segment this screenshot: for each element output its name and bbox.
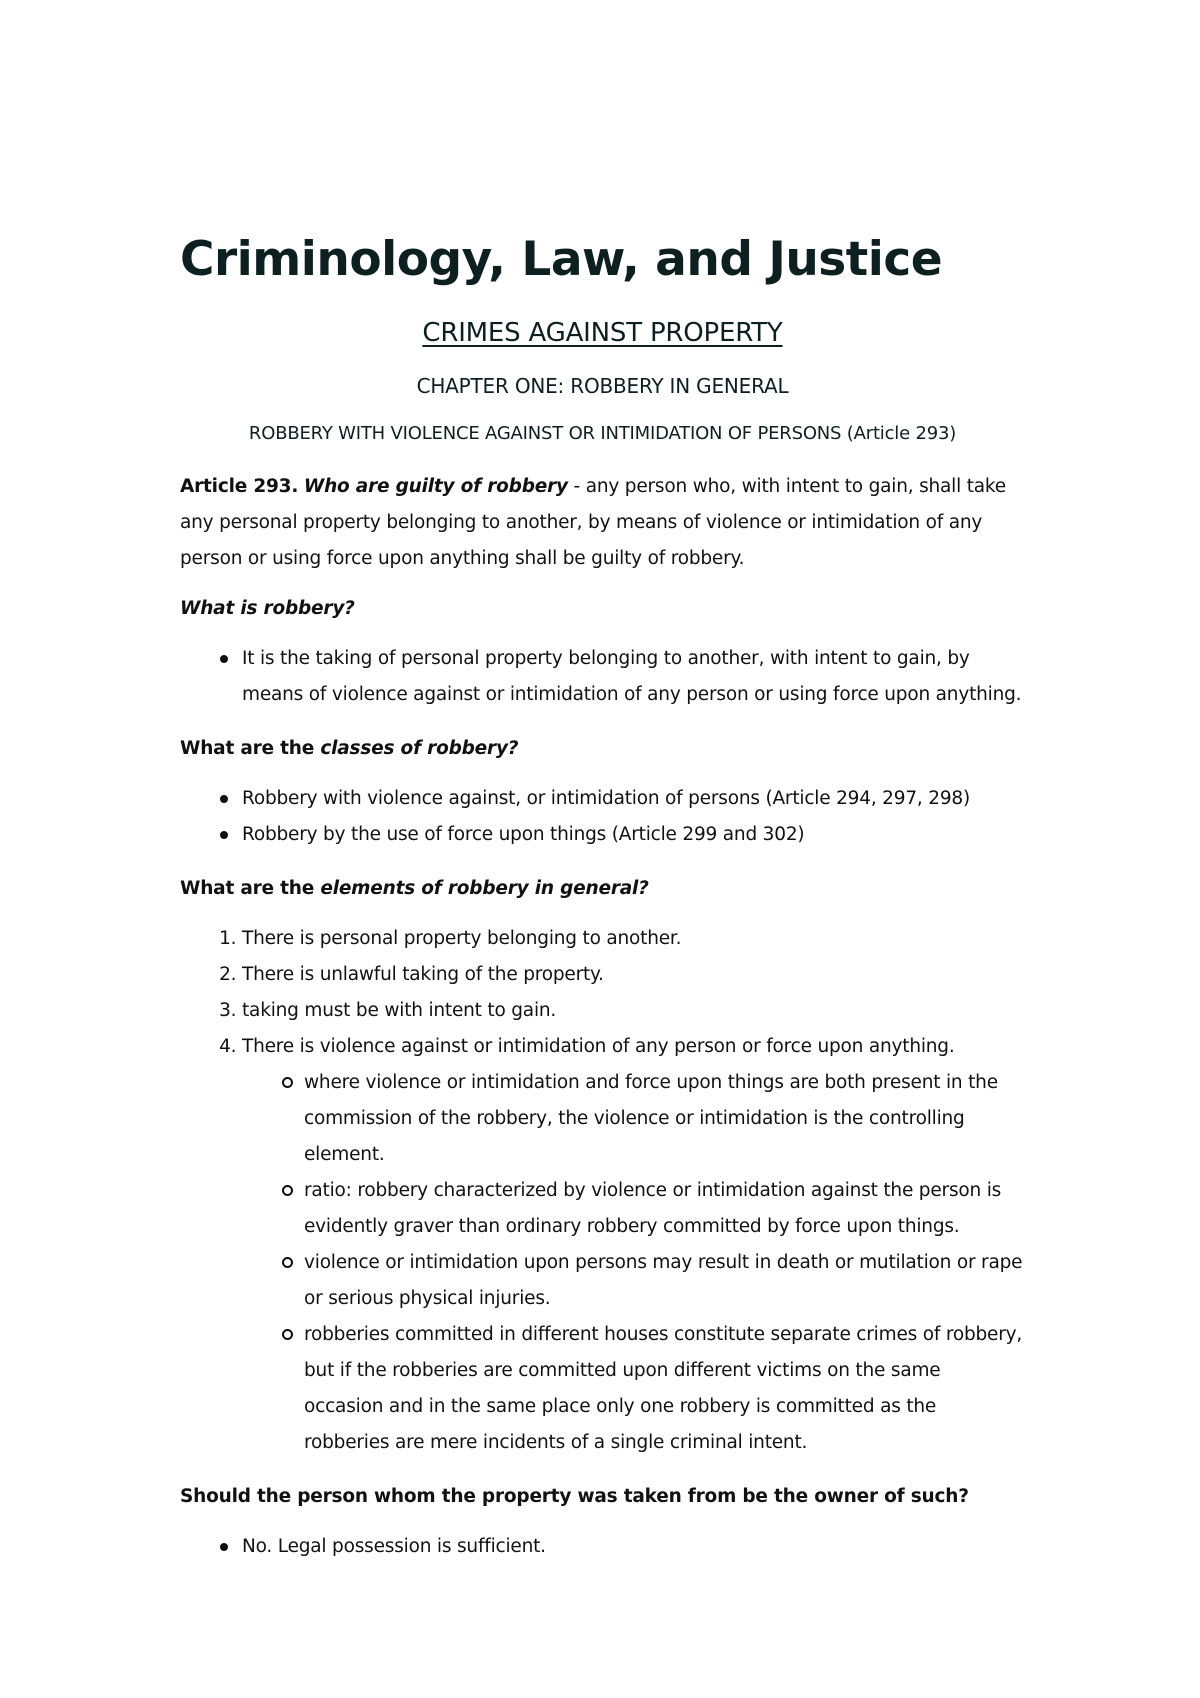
article-paragraph [180, 469, 1025, 577]
section-title: CRIMES AGAINST PROPERTY [422, 318, 783, 348]
list-item: 2. There is unlawful taking of the property. [242, 957, 1025, 993]
list-item: 1. There is personal property belonging to another. [242, 921, 1025, 957]
article-ref: Article 293. [180, 476, 299, 497]
list-item: No. Legal possession is sufficient. [242, 1529, 1025, 1565]
sub-list-item: ratio: robbery characterized by violence or intimidation against the person is evidently graver than ordinary robbery committed by force upon things. [304, 1173, 1025, 1245]
subchapter-title: ROBBERY WITH VIOLENCE AGAINST OR INTIMIDATION OF PERSONS (Article 293) [248, 423, 957, 444]
owner-answer-list [180, 1529, 1025, 1565]
sub-list-item: robberies committed in different houses constitute separate crimes of robbery, but if the robberies are committed upon different victims on the same occasion and in the same place only one robbery is committed as the robberies are mere incidents of a single criminal intent. [304, 1317, 1025, 1461]
sub-list-item: violence or intimidation upon persons may result in death or mutilation or rape or serious physical injuries. [304, 1245, 1025, 1317]
article-lead: Who are guilty of robbery [303, 476, 568, 497]
list-item: Robbery with violence against, or intimidation of persons (Article 294, 297, 298) [242, 781, 1025, 817]
sub-list-item: where violence or intimidation and force upon things are both present in the commission of the robbery, the violence or intimidation is the controlling element. [304, 1065, 1025, 1173]
list-item: Robbery by the use of force upon things (Article 299 and 302) [242, 817, 1025, 853]
robbery-definition-list [180, 641, 1025, 713]
question-elements-of-robbery: What are the elements of robbery in general? [180, 878, 649, 899]
document-page [180, 225, 1025, 1583]
question-classes-of-robbery: What are the classes of robbery? [180, 738, 519, 759]
list-item: It is the taking of personal property belonging to another, with intent to gain, by means of violence against or intimidation of any person or using force upon anything. [242, 641, 1025, 713]
robbery-elements-list [180, 921, 1025, 1461]
question-owner-of-property: Should the person whom the property was taken from be the owner of such? [180, 1486, 969, 1507]
chapter-title: CHAPTER ONE: ROBBERY IN GENERAL [416, 374, 789, 398]
document-title: Criminology, Law, and Justice [180, 232, 943, 287]
list-item: 4. There is violence against or intimidation of any person or force upon anything. where violence or intimidation and force upon things are both present in the commission of the robbery, the violence or intimidation is the controlling element. ratio: robbery characterized by violence or intimidation against the person is evidently graver than ordinary robbery committed by force upon things. violence or intimidation upon persons may result in death or mutilation or rape or serious physical injuries. robberies committed in different houses constitute separate crimes of robbery, but if the robberies are committed upon different victims on the same occasion and in the same place only one robbery is committed as the robberies are mere incidents of a single criminal intent. [242, 1029, 1025, 1461]
element-notes-list [242, 1065, 1025, 1461]
article-text: - any person who, with intent to gain, shall take any personal property belonging to another, by means of violence or intimidation of any person or using force upon anything shall be guilty of robbery. [180, 476, 1006, 569]
robbery-classes-list [180, 781, 1025, 853]
question-what-is-robbery: What is robbery? [180, 598, 355, 619]
list-item: 3. taking must be with intent to gain. [242, 993, 1025, 1029]
